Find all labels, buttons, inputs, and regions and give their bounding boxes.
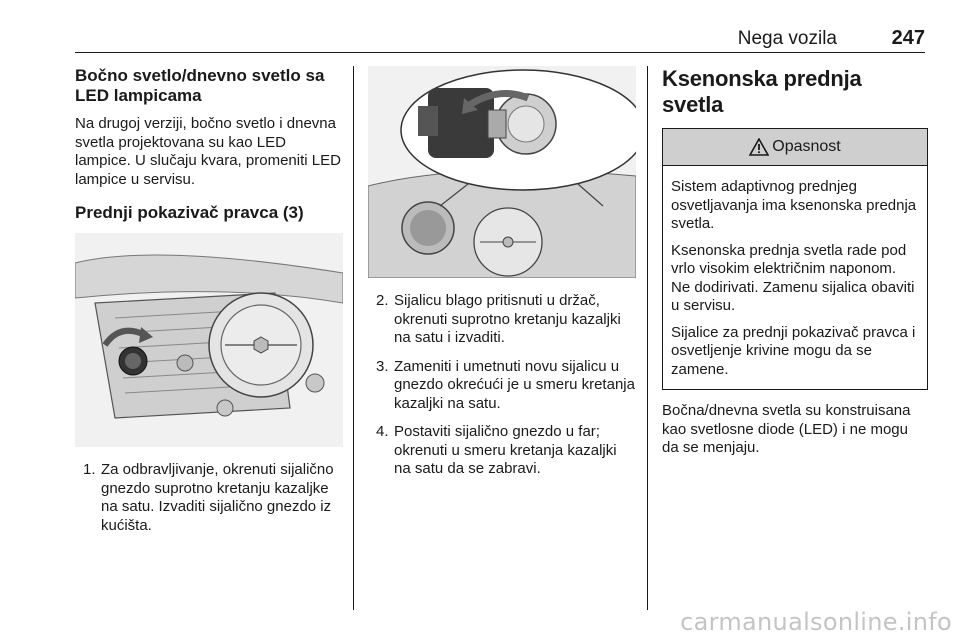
page-header xyxy=(75,26,925,53)
page-number: 247 xyxy=(891,27,925,49)
steps-list-1 xyxy=(75,461,343,535)
step-text: Sijalicu blago pritisnuti u držač, okrenuti suprotno kretanju kazaljki na satu i izvaditi. xyxy=(394,292,621,346)
heading-front-indicator: Prednji pokazivač pravca (3) xyxy=(75,203,304,222)
watermark: carmanualsonline.info xyxy=(680,608,952,636)
step-number: 1. xyxy=(83,461,96,478)
danger-paragraph: Sijalice za prednji pokazivač pravca i osvetljenje krivine mogu da se zamene. xyxy=(671,323,916,378)
heading-xenon-headlights: Ksenonska prednja svetla xyxy=(662,66,862,117)
danger-title: Opasnost xyxy=(772,138,841,155)
step-number: 3. xyxy=(376,357,389,375)
warning-triangle-icon xyxy=(749,138,769,156)
led-info-paragraph: Bočna/dnevna svetla su konstruisana kao svetlosne diode (LED) i ne mogu da se menjaju. xyxy=(662,402,911,456)
headlamp-rear-illustration xyxy=(75,233,343,447)
column-divider-2 xyxy=(647,66,648,610)
danger-box xyxy=(662,128,928,390)
step-number: 2. xyxy=(376,292,389,309)
step-text: Za odbravljivanje, okrenuti sijalično gnezdo suprotno kretanju kazaljke na satu. Izvaditi sijalično gnezdo iz kućišta. xyxy=(101,461,334,534)
step-4 xyxy=(368,423,636,479)
column-1 xyxy=(75,66,343,545)
danger-body xyxy=(663,166,927,389)
led-lights-paragraph: Na drugoj verziji, bočno svetlo i dnevna svetla projektovana su kao LED lampice. U slučaju kvara, promeniti LED lampice u servisu. xyxy=(75,115,341,188)
step-1 xyxy=(75,461,343,535)
step-2 xyxy=(368,292,636,348)
column-2 xyxy=(368,66,636,489)
heading-led-lights: Bočno svetlo/dnevno svetlo sa LED lampicama xyxy=(75,66,325,105)
danger-paragraph: Sistem adaptivnog prednjeg osvetljavanja ima ksenonska prednja svetla. xyxy=(671,178,917,232)
section-title: Nega vozila xyxy=(737,28,837,49)
steps-list-2 xyxy=(368,292,636,479)
bulb-socket-illustration xyxy=(368,66,636,278)
step-3 xyxy=(368,358,636,414)
step-number: 4. xyxy=(376,423,389,440)
step-text: Postaviti sijalično gnezdo u far; okrenuti u smeru kretanja kazaljki na satu da se zabravi. xyxy=(394,423,617,477)
column-3 xyxy=(662,66,928,458)
danger-header xyxy=(663,129,927,166)
danger-paragraph: Ksenonska prednja svetla rade pod vrlo visokim električnim naponom. Ne dodirivati. Zamenu sijalica obaviti u servisu. xyxy=(671,241,915,314)
step-text: Zameniti i umetnuti novu sijalicu u gnezdo okrećući je u smeru kretanja kazaljki na satu. xyxy=(394,357,635,412)
column-divider-1 xyxy=(353,66,354,610)
